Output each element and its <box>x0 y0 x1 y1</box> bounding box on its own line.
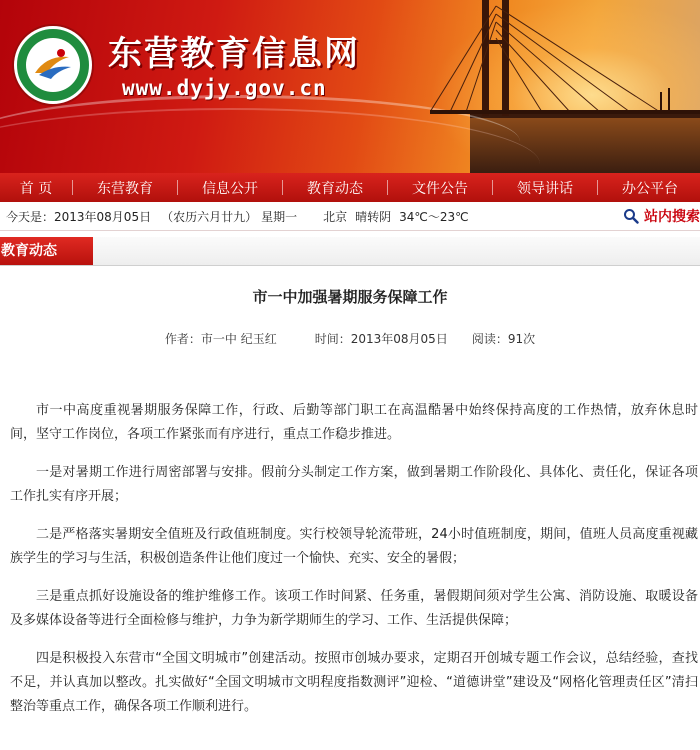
article <box>0 286 700 719</box>
header-banner <box>0 0 700 173</box>
info-bar <box>0 202 700 231</box>
time-value: 2013年08月05日 <box>350 332 448 346</box>
weekday: 星期一 <box>261 209 298 224</box>
section-bar <box>0 237 700 266</box>
author-label: 作者： <box>164 332 201 346</box>
article-meta <box>0 330 700 347</box>
site-url: www.dyjy.gov.cn <box>122 76 327 100</box>
nav-item-education-news[interactable]: 教育动态 <box>307 180 363 197</box>
nav-item-document-notices[interactable]: 文件公告 <box>412 180 468 197</box>
lunar-date: （农历六月廿九） <box>161 209 258 224</box>
search-label: 站内搜索 <box>644 209 700 225</box>
nav-item-leader-speeches[interactable]: 领导讲话 <box>517 180 573 197</box>
logo-emblem-icon <box>17 29 89 101</box>
site-search-link[interactable] <box>623 202 700 230</box>
time-label: 时间： <box>314 332 351 346</box>
views-label: 阅读： <box>471 332 508 346</box>
nav-item-office-platform[interactable]: 办公平台 <box>622 180 678 197</box>
main-nav <box>0 173 700 202</box>
article-body <box>0 399 700 719</box>
article-paragraph: 四是积极投入东营市“全国文明城市”创建活动。按照市创城办要求，定期召开创城专题工作会议，总结经验，查找不足，并认真加以整改。扎实做好“全国文明城市文明程度指数测评”迎检、“道德讲堂”建设及“网格化管理责任区”清扫整治等重点工作，确保各项工作顺利进行。 <box>10 651 698 714</box>
nav-item-info-disclosure[interactable]: 信息公开 <box>202 180 258 197</box>
article-title: 市一中加强暑期服务保障工作 <box>252 288 448 306</box>
nav-item-home[interactable]: 首 页 <box>19 180 53 197</box>
nav-item-dongying-education[interactable]: 东营教育 <box>97 180 153 197</box>
article-paragraph: 二是严格落实暑期安全值班及行政值班制度。实行校领导轮流带班，24小时值班制度，期间，值班人员高度重视藏族学生的学习与生活，积极创造条件让他们度过一个愉快、充实、安全的暑假； <box>10 527 698 566</box>
today-date: 今天是：2013年08月05日 <box>6 209 152 224</box>
views-value: 91次 <box>507 332 536 346</box>
section-tab-education-news[interactable]: 教育动态 <box>0 237 93 265</box>
weather-temperature: 34℃～23℃ <box>399 209 469 224</box>
site-logo[interactable] <box>14 26 92 104</box>
article-paragraph: 市一中高度重视暑期服务保障工作，行政、后勤等部门职工在高温酷暑中始终保持高度的工作热情，放弃休息时间，坚守工作岗位，各项工作紧张而有序进行，重点工作稳步推进。 <box>10 403 698 442</box>
search-icon <box>623 208 639 224</box>
weather-city: 北京 <box>323 209 348 224</box>
article-paragraph: 一是对暑期工作进行周密部署与安排。假前分头制定工作方案，做到暑期工作阶段化、具体化、责任化，保证各项工作扎实有序开展； <box>10 465 698 504</box>
site-name: 东营教育信息网 <box>108 34 360 74</box>
article-paragraph: 三是重点抓好设施设备的维护维修工作。该项工作时间紧、任务重，暑假期间须对学生公寓、消防设施、取暖设备及多媒体设备等进行全面检修与维护，力争为新学期师生的学习、工作、生活提供保障； <box>10 589 698 628</box>
weather-condition: 晴转阴 <box>355 209 392 224</box>
author-value: 市一中 纪玉红 <box>200 332 277 346</box>
cable-bridge-icon <box>430 0 700 173</box>
